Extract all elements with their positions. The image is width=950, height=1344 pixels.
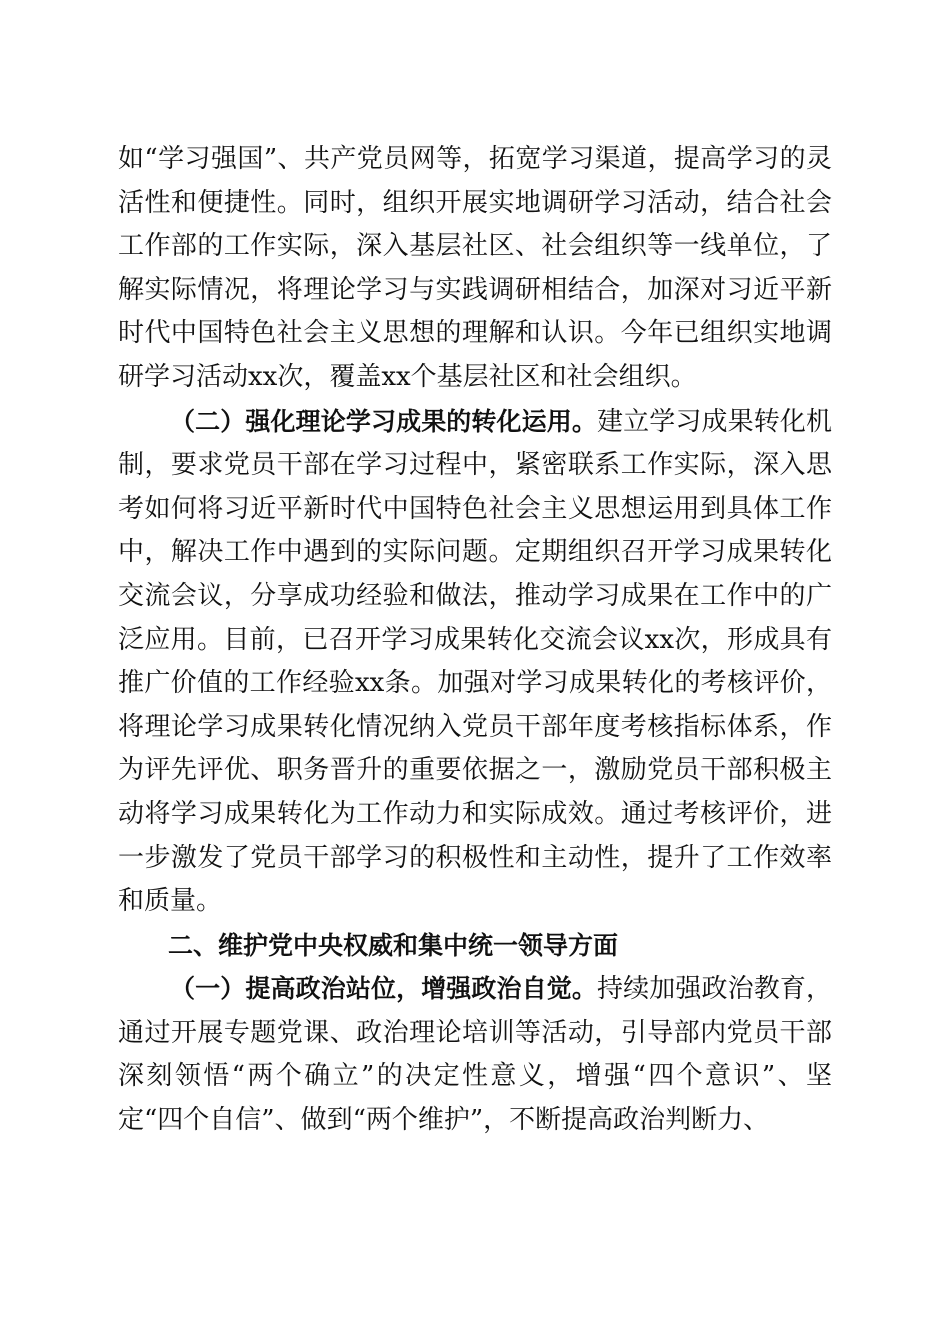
section-heading-party-authority: 二、维护党中央权威和集中统一领导方面 — [168, 930, 619, 960]
paragraph-body-study-results-transformation: 建立学习成果转化机制，要求党员干部在学习过程中，紧密联系工作实际，深入思考如何将习近平新时代中国特色社会主义思想运用到具体工作中，解决工作中遇到的实际问题。定期组织召开学习成果转化交流会议，分享成功经验和做法，推动学习成果在工作中的广泛应用。目前，已召开学习成果转化交流会议xx次，形成具有推广价值的工作经验xx条。加强对学习成果转化的考核评价，将理论学习成果转化情况纳入党员干部年度考核指标体系，作为评先评优、职务晋升的重要依据之一，激励党员干部积极主动将学习成果转化为工作动力和实际成效。通过考核评价，进一步激发了党员干部学习的积极性和主动性，提升了工作效率和质量。 — [118, 406, 832, 917]
document-body — [118, 138, 832, 1143]
paragraph-study-channels: 如“学习强国”、共产党员网等，拓宽学习渠道，提高学习的灵活性和便捷性。同时，组织开展实地调研学习活动，结合社会工作部的工作实际，深入基层社区、社会组织等一线单位，了解实际情况，将理论学习与实践调研相结合，加深对习近平新时代中国特色社会主义思想的理解和认识。今年已组织实地调研学习活动xx次，覆盖xx个基层社区和社会组织。 — [118, 144, 832, 392]
subheading-study-results-transformation: （二）强化理论学习成果的转化运用。 — [170, 406, 598, 436]
paragraph-body-political-awareness: 持续加强政治教育，通过开展专题党课、政治理论培训等活动，引导部内党员干部深刻领悟“两个确立”的决定性意义，增强“四个意识”、坚定“四个自信”、做到“两个维护”，不断提高政治判断力、 — [118, 974, 832, 1136]
paragraph-study-results-transformation — [118, 400, 832, 924]
paragraph-political-awareness — [118, 967, 832, 1142]
subheading-political-awareness: （一）提高政治站位，增强政治自觉。 — [170, 974, 598, 1004]
